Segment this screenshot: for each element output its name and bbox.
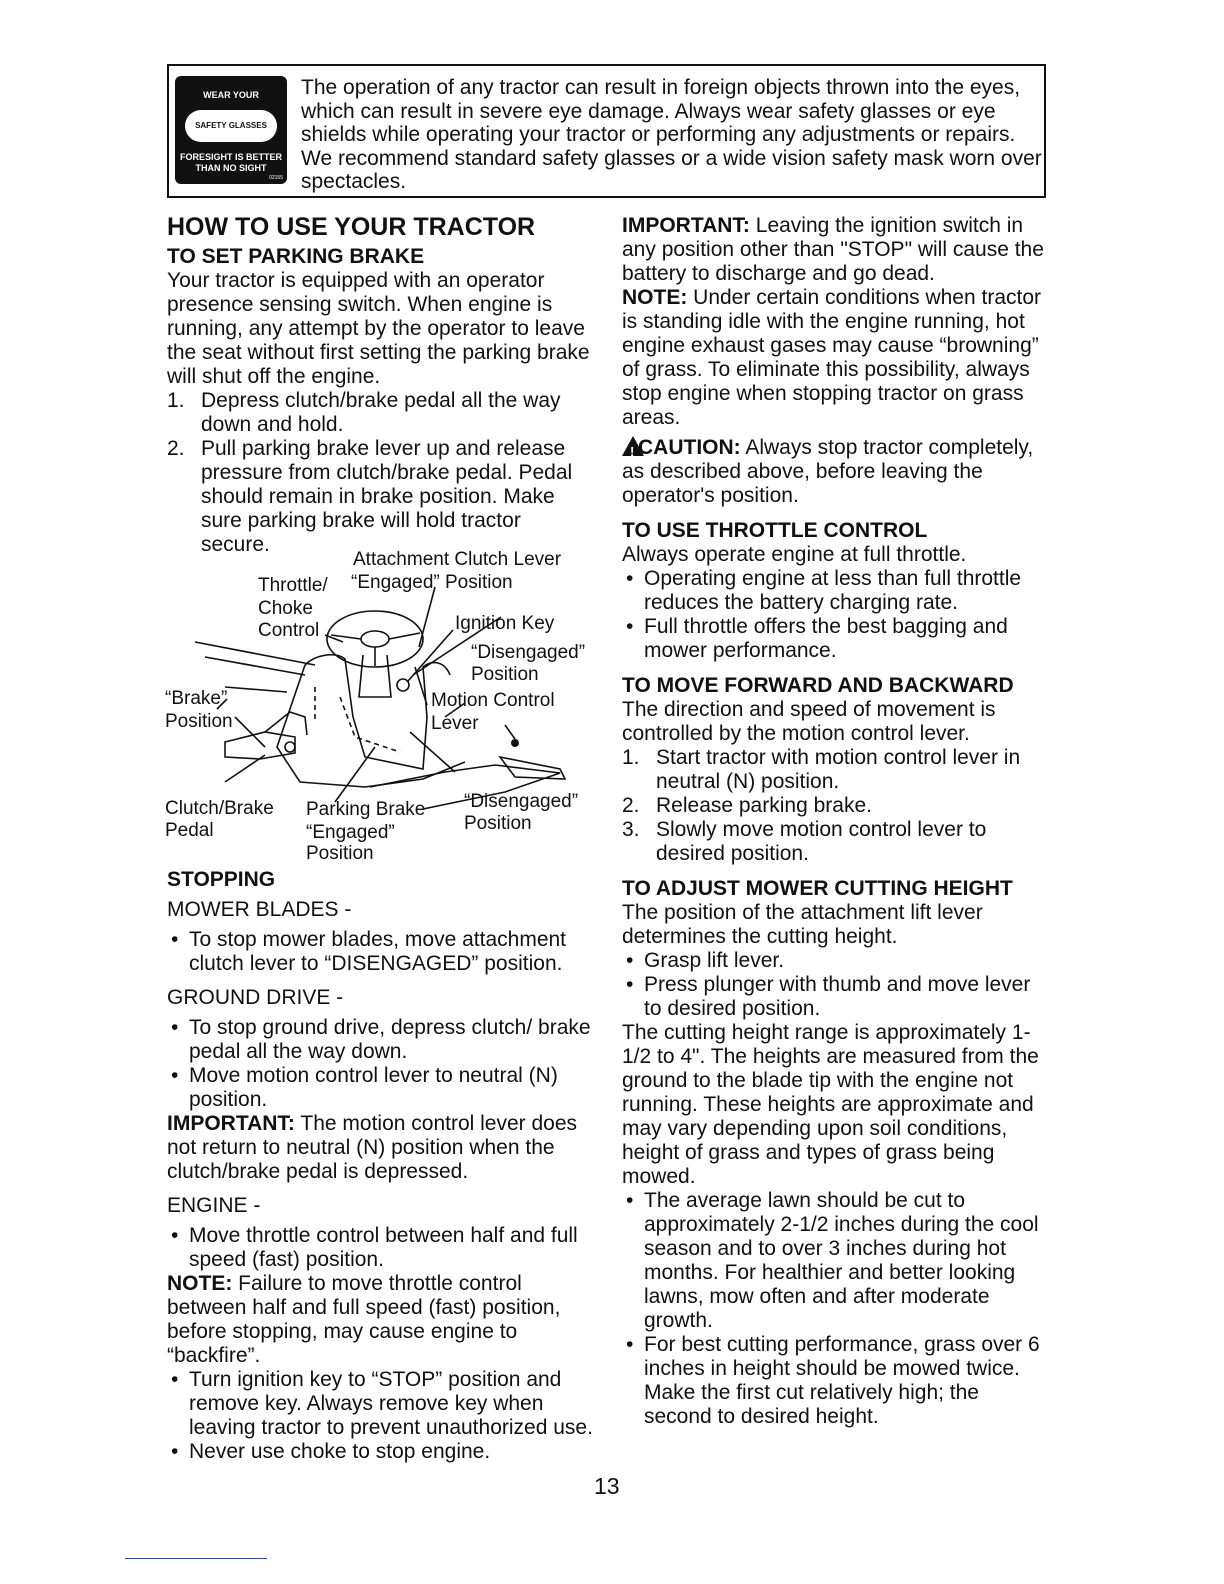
engine-list bbox=[167, 1224, 595, 1272]
note-right: NOTE: Under certain conditions when tractor is standing idle with the engine running, hot engine exhaust gases may cause “browning” of grass. To eliminate this possibility, always stop engine when stopping tractor on grass areas. bbox=[622, 286, 1042, 429]
engine-list-2 bbox=[167, 1368, 595, 1464]
caution-label: CAUTION: bbox=[638, 436, 741, 459]
label-engaged-2: “Engaged” bbox=[306, 822, 395, 843]
list-item: 3. Slowly move motion control lever to desired position. bbox=[622, 818, 987, 865]
badge-bottom-text: FORESIGHT IS BETTER THAN NO SIGHT bbox=[179, 152, 282, 173]
badge-top-text: WEAR YOUR bbox=[203, 90, 259, 100]
list-item: • Move motion control lever to neutral (N) position. bbox=[171, 1064, 558, 1111]
list-item: • To stop mower blades, move attachment clutch lever to “DISENGAGED” position. bbox=[171, 928, 567, 975]
list-item: • Press plunger with thumb and move lever to desired position. bbox=[626, 973, 1031, 1020]
label-throttle: Throttle/ bbox=[258, 575, 328, 596]
list-item: • Full throttle offers the best bagging and mower performance. bbox=[626, 615, 1008, 662]
list-item: • Move throttle control between half and full speed (fast) position. bbox=[171, 1224, 578, 1271]
move-steps bbox=[622, 746, 1052, 866]
ground-drive-list bbox=[167, 1016, 595, 1112]
badge-code: 02155 bbox=[269, 175, 283, 181]
label-position-2: Position bbox=[306, 843, 374, 864]
right-column bbox=[622, 214, 1052, 1429]
label-position-3: Position bbox=[464, 813, 532, 834]
page-title: HOW TO USE YOUR TRACTOR bbox=[167, 213, 536, 241]
important-label: IMPORTANT: bbox=[622, 214, 750, 237]
throttle-list bbox=[622, 567, 1052, 663]
divider bbox=[125, 1558, 267, 1559]
note-left: NOTE: Failure to move throttle control between half and full speed (fast) position, before stopping, may cause engine to “backfire”. bbox=[167, 1272, 561, 1367]
label-disengaged-1: “Disengaged” bbox=[471, 642, 586, 663]
note-label: NOTE: bbox=[167, 1272, 233, 1295]
list-item: • Grasp lift lever. bbox=[626, 949, 785, 972]
safety-glasses-badge bbox=[175, 76, 287, 184]
label-brake-position: Position bbox=[165, 711, 233, 732]
height-list bbox=[622, 949, 1052, 1021]
tractor-controls-diagram bbox=[165, 547, 595, 863]
list-item: • The average lawn should be cut to approximately 2-1/2 inches during the cool season and to over 3 inches during hot months. For healthier and better looking lawns, mow often and after moderate growth. bbox=[626, 1189, 1039, 1332]
list-item: • Operating engine at less than full throttle reduces the battery charging rate. bbox=[626, 567, 1022, 614]
label-disengaged-2: “Disengaged” bbox=[464, 791, 579, 812]
label-position-1: Position bbox=[471, 664, 539, 685]
height-heading: TO ADJUST MOWER CUTTING HEIGHT bbox=[622, 877, 1013, 900]
label-motion-control: Motion Control bbox=[431, 690, 555, 711]
warning-text: The operation of any tractor can result in foreign objects thrown into the eyes, which can result in severe eye damage. Always wear safety glasses or eye shields while operating your tractor or performing any adjustments or repairs. We recommend standard safety glasses or a wide vision safety mask worn over spectacles. bbox=[301, 76, 1042, 193]
left-column-top bbox=[167, 212, 595, 557]
height-list-2 bbox=[622, 1189, 1052, 1429]
important-note-right: IMPORTANT: Leaving the ignition switch in any position other than "STOP" will cause the battery to discharge and go dead. bbox=[622, 214, 1044, 285]
left-column-bottom bbox=[167, 867, 595, 1464]
caution-note: ! CAUTION: Always stop tractor completely, as described above, before leaving the operator's position. bbox=[622, 436, 1034, 507]
label-pedal: Pedal bbox=[165, 820, 214, 841]
label-choke: Choke bbox=[258, 598, 313, 619]
list-item: • Turn ignition key to “STOP” position and remove key. Always remove key when leaving tractor to prevent unauthorized use. bbox=[171, 1368, 593, 1439]
label-clutch-brake: Clutch/Brake bbox=[165, 798, 274, 819]
note-label: NOTE: bbox=[622, 286, 688, 309]
label-engaged-position: “Engaged” Position bbox=[351, 572, 513, 593]
ground-drive-subheading: GROUND DRIVE - bbox=[167, 986, 344, 1009]
warning-triangle-icon: ! bbox=[622, 436, 644, 456]
mower-blades-list bbox=[167, 928, 595, 976]
page-number: 13 bbox=[594, 1473, 620, 1499]
list-item: 2. Release parking brake. bbox=[622, 794, 872, 817]
label-lever: Lever bbox=[431, 713, 479, 734]
engine-subheading: ENGINE - bbox=[167, 1194, 261, 1217]
label-ignition-key: Ignition Key bbox=[455, 613, 555, 634]
label-parking-brake: Parking Brake bbox=[306, 799, 426, 820]
list-item: • For best cutting performance, grass over 6 inches in height should be mowed twice. Make the first cut relatively high; the second to desired height. bbox=[626, 1333, 1040, 1428]
list-item: • To stop ground drive, depress clutch/ brake pedal all the way down. bbox=[171, 1016, 591, 1063]
list-item: 1. Depress clutch/brake pedal all the way down and hold. bbox=[167, 389, 561, 436]
safety-glasses-warning bbox=[167, 64, 1046, 198]
important-label: IMPORTANT: bbox=[167, 1112, 295, 1135]
parking-brake-heading: TO SET PARKING BRAKE bbox=[167, 245, 425, 268]
label-brake: “Brake” bbox=[165, 688, 228, 709]
label-attachment-clutch-lever: Attachment Clutch Lever bbox=[353, 549, 562, 570]
throttle-intro: Always operate engine at full throttle. bbox=[622, 543, 967, 566]
important-note-left: IMPORTANT: The motion control lever does not return to neutral (N) position when the clutch/brake pedal is depressed. bbox=[167, 1112, 578, 1183]
stopping-heading: STOPPING bbox=[167, 868, 276, 891]
list-item: 1. Start tractor with motion control lever in neutral (N) position. bbox=[622, 746, 1021, 793]
move-heading: TO MOVE FORWARD AND BACKWARD bbox=[622, 674, 1014, 697]
throttle-heading: TO USE THROTTLE CONTROL bbox=[622, 519, 928, 542]
badge-glasses-text: SAFETY GLASSES bbox=[185, 110, 277, 142]
move-intro: The direction and speed of movement is controlled by the motion control lever. bbox=[622, 698, 996, 745]
parking-intro: Your tractor is equipped with an operator presence sensing switch. When engine is running, any attempt by the operator to leave the seat without first setting the parking brake will shut off the engine. bbox=[167, 269, 590, 388]
height-text: The cutting height range is approximately 1-1/2 to 4". The heights are measured from the ground to the blade tip with the engine not running. These heights are approximate and may vary depending upon soil conditions, height of grass and types of grass being mowed. bbox=[622, 1021, 1039, 1188]
list-item: 2. Pull parking brake lever up and release pressure from clutch/brake pedal. Pedal should remain in brake position. Make sure parking brake will hold tractor secure. bbox=[167, 437, 573, 556]
mower-blades-subheading: MOWER BLADES - bbox=[167, 898, 352, 921]
label-control: Control bbox=[258, 620, 320, 641]
height-intro: The position of the attachment lift lever determines the cutting height. bbox=[622, 901, 983, 948]
parking-steps bbox=[167, 389, 595, 557]
list-item: • Never use choke to stop engine. bbox=[171, 1440, 491, 1463]
